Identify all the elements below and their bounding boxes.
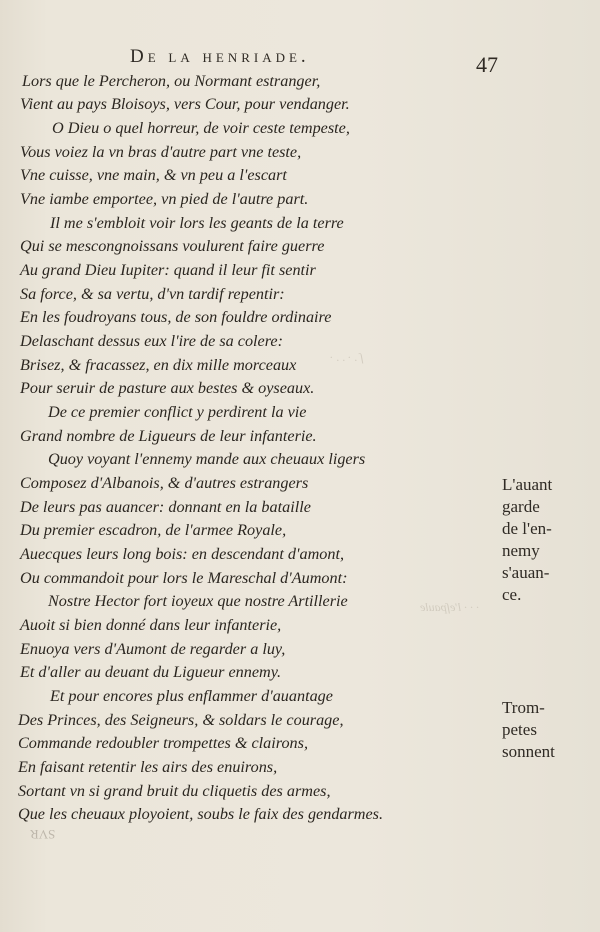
verse-line: O Dieu o quel horreur, de voir ceste tempeste, — [52, 119, 350, 137]
verse-line: Enuoya vers d'Aumont de regarder a luy, — [20, 640, 286, 658]
verse-line: Delaschant dessus eux l'ire de sa colere: — [20, 332, 283, 350]
verse-line: Ou commandoit pour lors le Mareschal d'Aumont: — [20, 569, 348, 587]
verse-line: Grand nombre de Ligueurs de leur infanterie. — [20, 427, 317, 445]
margin-note-line: de l'en- — [502, 519, 552, 538]
verse-line: Vne iambe emportee, vn pied de l'autre part. — [20, 190, 309, 208]
verse-line: Et pour encores plus enflammer d'auantage — [50, 687, 333, 705]
running-title: De la henriade. — [130, 46, 310, 67]
margin-note-vanguard — [502, 474, 552, 606]
margin-note-line: L'auant — [502, 475, 553, 494]
show-through-text: ſ . · . . · — [330, 350, 364, 364]
verse-line: Il me s'embloit voir lors les geants de la terre — [50, 214, 344, 232]
verse-line: Au grand Dieu Iupiter: quand il leur fit sentir — [20, 261, 316, 279]
verse-line: En les foudroyans tous, de son fouldre ordinaire — [20, 308, 332, 326]
verse-line: Quoy voyant l'ennemy mande aux cheuaux ligers — [48, 450, 366, 468]
verse-line: Qui se mescongnoissans voulurent faire guerre — [20, 237, 325, 255]
verse-line: De ce premier conflict y perdirent la vie — [48, 403, 307, 421]
verse-line: En faisant retentir les airs des enuirons, — [18, 758, 278, 776]
verse-line: Vne cuisse, vne main, & vn peu a l'escart — [20, 166, 287, 184]
margin-note-line: garde — [502, 497, 540, 516]
margin-note-trumpets — [502, 697, 555, 763]
verse-line: Auoit si bien donné dans leur infanterie, — [20, 616, 282, 634]
verse-line: Nostre Hector fort ioyeux que nostre Artillerie — [48, 592, 348, 610]
verse-line: Sa force, & sa vertu, d'vn tardif repentir: — [20, 285, 285, 303]
show-through-text: · · · l'eſpaule — [420, 600, 480, 614]
margin-note-line: Trom- — [502, 698, 545, 717]
verse-line: Commande redoubler trompettes & clairons, — [18, 734, 308, 752]
margin-note-line: ce. — [502, 585, 522, 604]
margin-note-line: s'auan- — [502, 563, 550, 582]
verse-line: Du premier escadron, de l'armee Royale, — [20, 521, 287, 539]
verse-line: Lors que le Percheron, ou Normant estranger, — [22, 72, 321, 90]
margin-note-line: nemy — [502, 541, 540, 560]
page-number: 47 — [476, 52, 498, 77]
verse-line: Sortant vn si grand bruit du cliquetis des armes, — [18, 782, 331, 800]
verse-line: Vient au pays Bloisoys, vers Cour, pour vendanger. — [20, 95, 350, 113]
verse-line: Composez d'Albanois, & d'autres estrangers — [20, 474, 309, 492]
verse-line: Des Princes, des Seigneurs, & soldars le courage, — [18, 711, 344, 729]
margin-note-line: sonnent — [502, 742, 555, 761]
verse-line: De leurs pas auancer: donnant en la bataille — [20, 498, 311, 516]
verse-line: Que les cheuaux ployoient, soubs le faix des gendarmes. — [18, 805, 384, 823]
catchword: SVR — [30, 827, 56, 842]
verse-line: Auecques leurs long bois: en descendant d'amont, — [20, 545, 345, 563]
margin-note-line: petes — [502, 720, 537, 739]
verse-line: Vous voiez la vn bras d'autre part vne teste, — [20, 143, 302, 161]
verse-line: Et d'aller au deuant du Ligueur ennemy. — [20, 663, 282, 681]
verse-line: Pour seruir de pasture aux bestes & oyseaux. — [20, 379, 315, 397]
verse-line: Brisez, & fracassez, en dix mille morceaux — [20, 356, 297, 374]
